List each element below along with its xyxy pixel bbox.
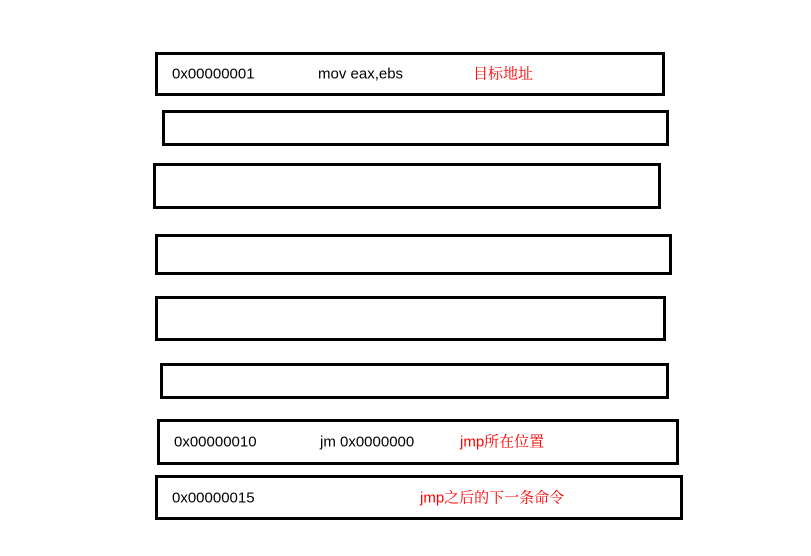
row-address: 0x00000015 [172,489,255,506]
memory-row [157,419,679,465]
memory-row [155,296,666,341]
row-annotation: 目标地址 [473,65,534,83]
memory-row [155,475,683,520]
memory-row [160,363,669,399]
row-instruction: mov eax,ebs [318,65,404,83]
memory-row [153,163,661,209]
row-annotation: jmp之后的下一条命令 [420,489,565,506]
row-address: 0x00000010 [174,433,257,451]
memory-row [155,52,665,96]
row-annotation: jmp所在位置 [460,433,545,451]
row-instruction: jm 0x0000000 [320,433,415,451]
row-address: 0x00000001 [172,65,255,83]
memory-row [155,234,672,275]
memory-row [162,110,669,146]
